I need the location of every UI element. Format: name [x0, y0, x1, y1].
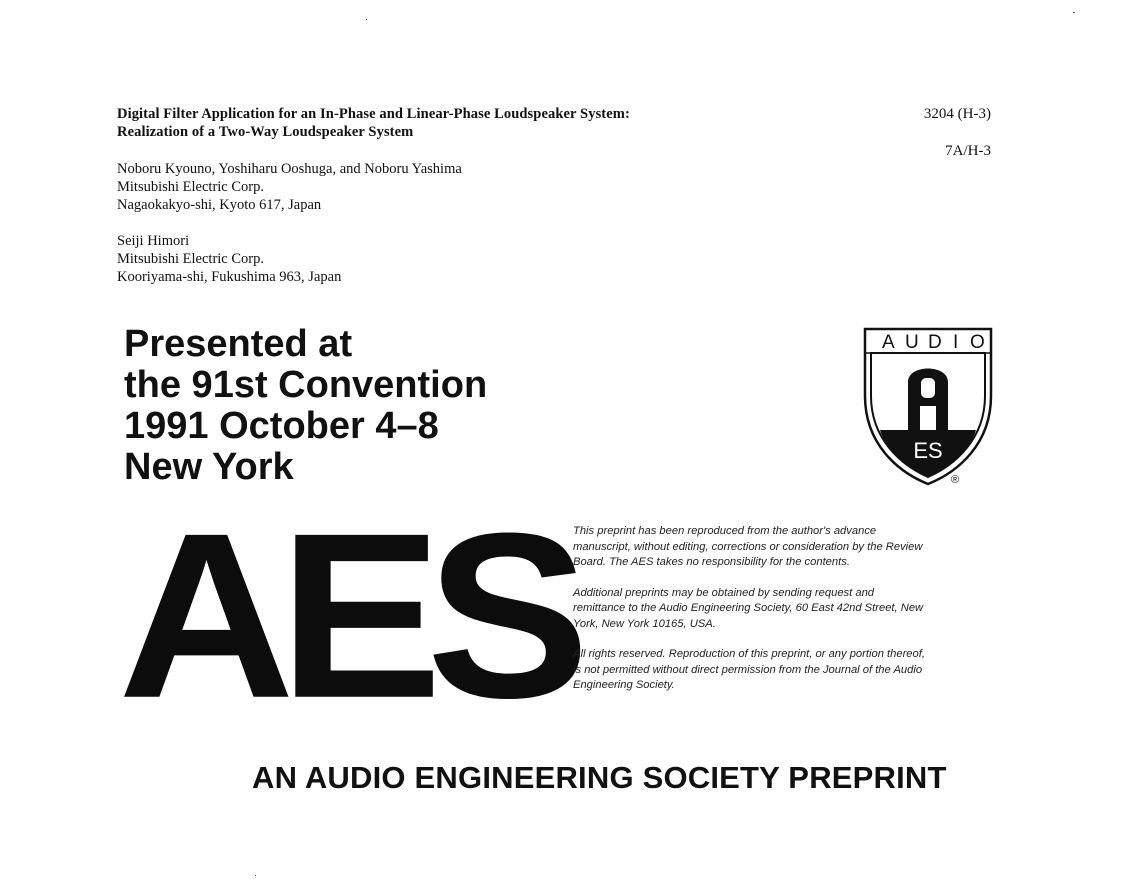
registered-mark: ®	[951, 474, 960, 486]
author-group-2	[117, 232, 341, 286]
scan-speck	[255, 875, 256, 876]
scan-speck	[366, 19, 367, 20]
aes-big-mark: AES	[118, 483, 574, 747]
paper-title-line-2: Realization of a Two-Way Loudspeaker System	[117, 124, 414, 140]
disclaimer-paragraph: Additional preprints may be obtained by sending request and remittance to the Audio Engineering Society, 60 East 42nd Street, New York, New York 10165, USA.	[573, 586, 924, 630]
logo-letter: I	[953, 332, 959, 353]
presentation-line: Presented at	[124, 323, 353, 365]
author-names: Seiji Himori	[117, 233, 190, 249]
preprint-number: 3204 (H-3)	[923, 106, 991, 122]
scan-speck	[1073, 12, 1075, 13]
preprint-footer: AN AUDIO ENGINEERING SOCIETY PREPRINT	[252, 760, 947, 795]
presentation-block	[124, 324, 487, 488]
presentation-line: New York	[124, 446, 294, 488]
aes-audio-logo	[862, 326, 997, 488]
logo-letter: A	[882, 332, 895, 353]
disclaimer-paragraph: All rights reserved. Reproduction of this preprint, or any portion thereof, is not permitted without direct permission from the Journal of the Audio Engineering Society.	[573, 648, 925, 691]
author-affiliation: Mitsubishi Electric Corp.	[117, 251, 264, 267]
logo-letter: U	[905, 332, 919, 353]
author-affiliation: Mitsubishi Electric Corp.	[117, 179, 264, 195]
logo-letter: D	[928, 332, 942, 353]
presentation-line: 1991 October 4–8	[124, 405, 439, 447]
author-address: Nagaokakyo-shi, Kyoto 617, Japan	[117, 197, 322, 213]
logo-letter: O	[970, 332, 985, 353]
disclaimer-paragraph: This preprint has been reproduced from the author's advance manuscript, without editing, corrections or consideration by the Review Board. The AES takes no responsibility for the contents.	[573, 525, 923, 568]
author-address: Kooriyama-shi, Fukushima 963, Japan	[117, 269, 342, 285]
author-group-1	[117, 160, 462, 214]
session-code: 7A/H-3	[945, 143, 991, 159]
logo-es-text: ES	[913, 438, 943, 463]
disclaimer	[573, 524, 928, 709]
author-names: Noboru Kyouno, Yoshiharu Ooshuga, and Noboru Yashima	[117, 161, 462, 177]
presentation-line: the 91st Convention	[124, 364, 488, 406]
paper-title-line-1: Digital Filter Application for an In-Phase and Linear-Phase Loudspeaker System:	[117, 106, 630, 122]
